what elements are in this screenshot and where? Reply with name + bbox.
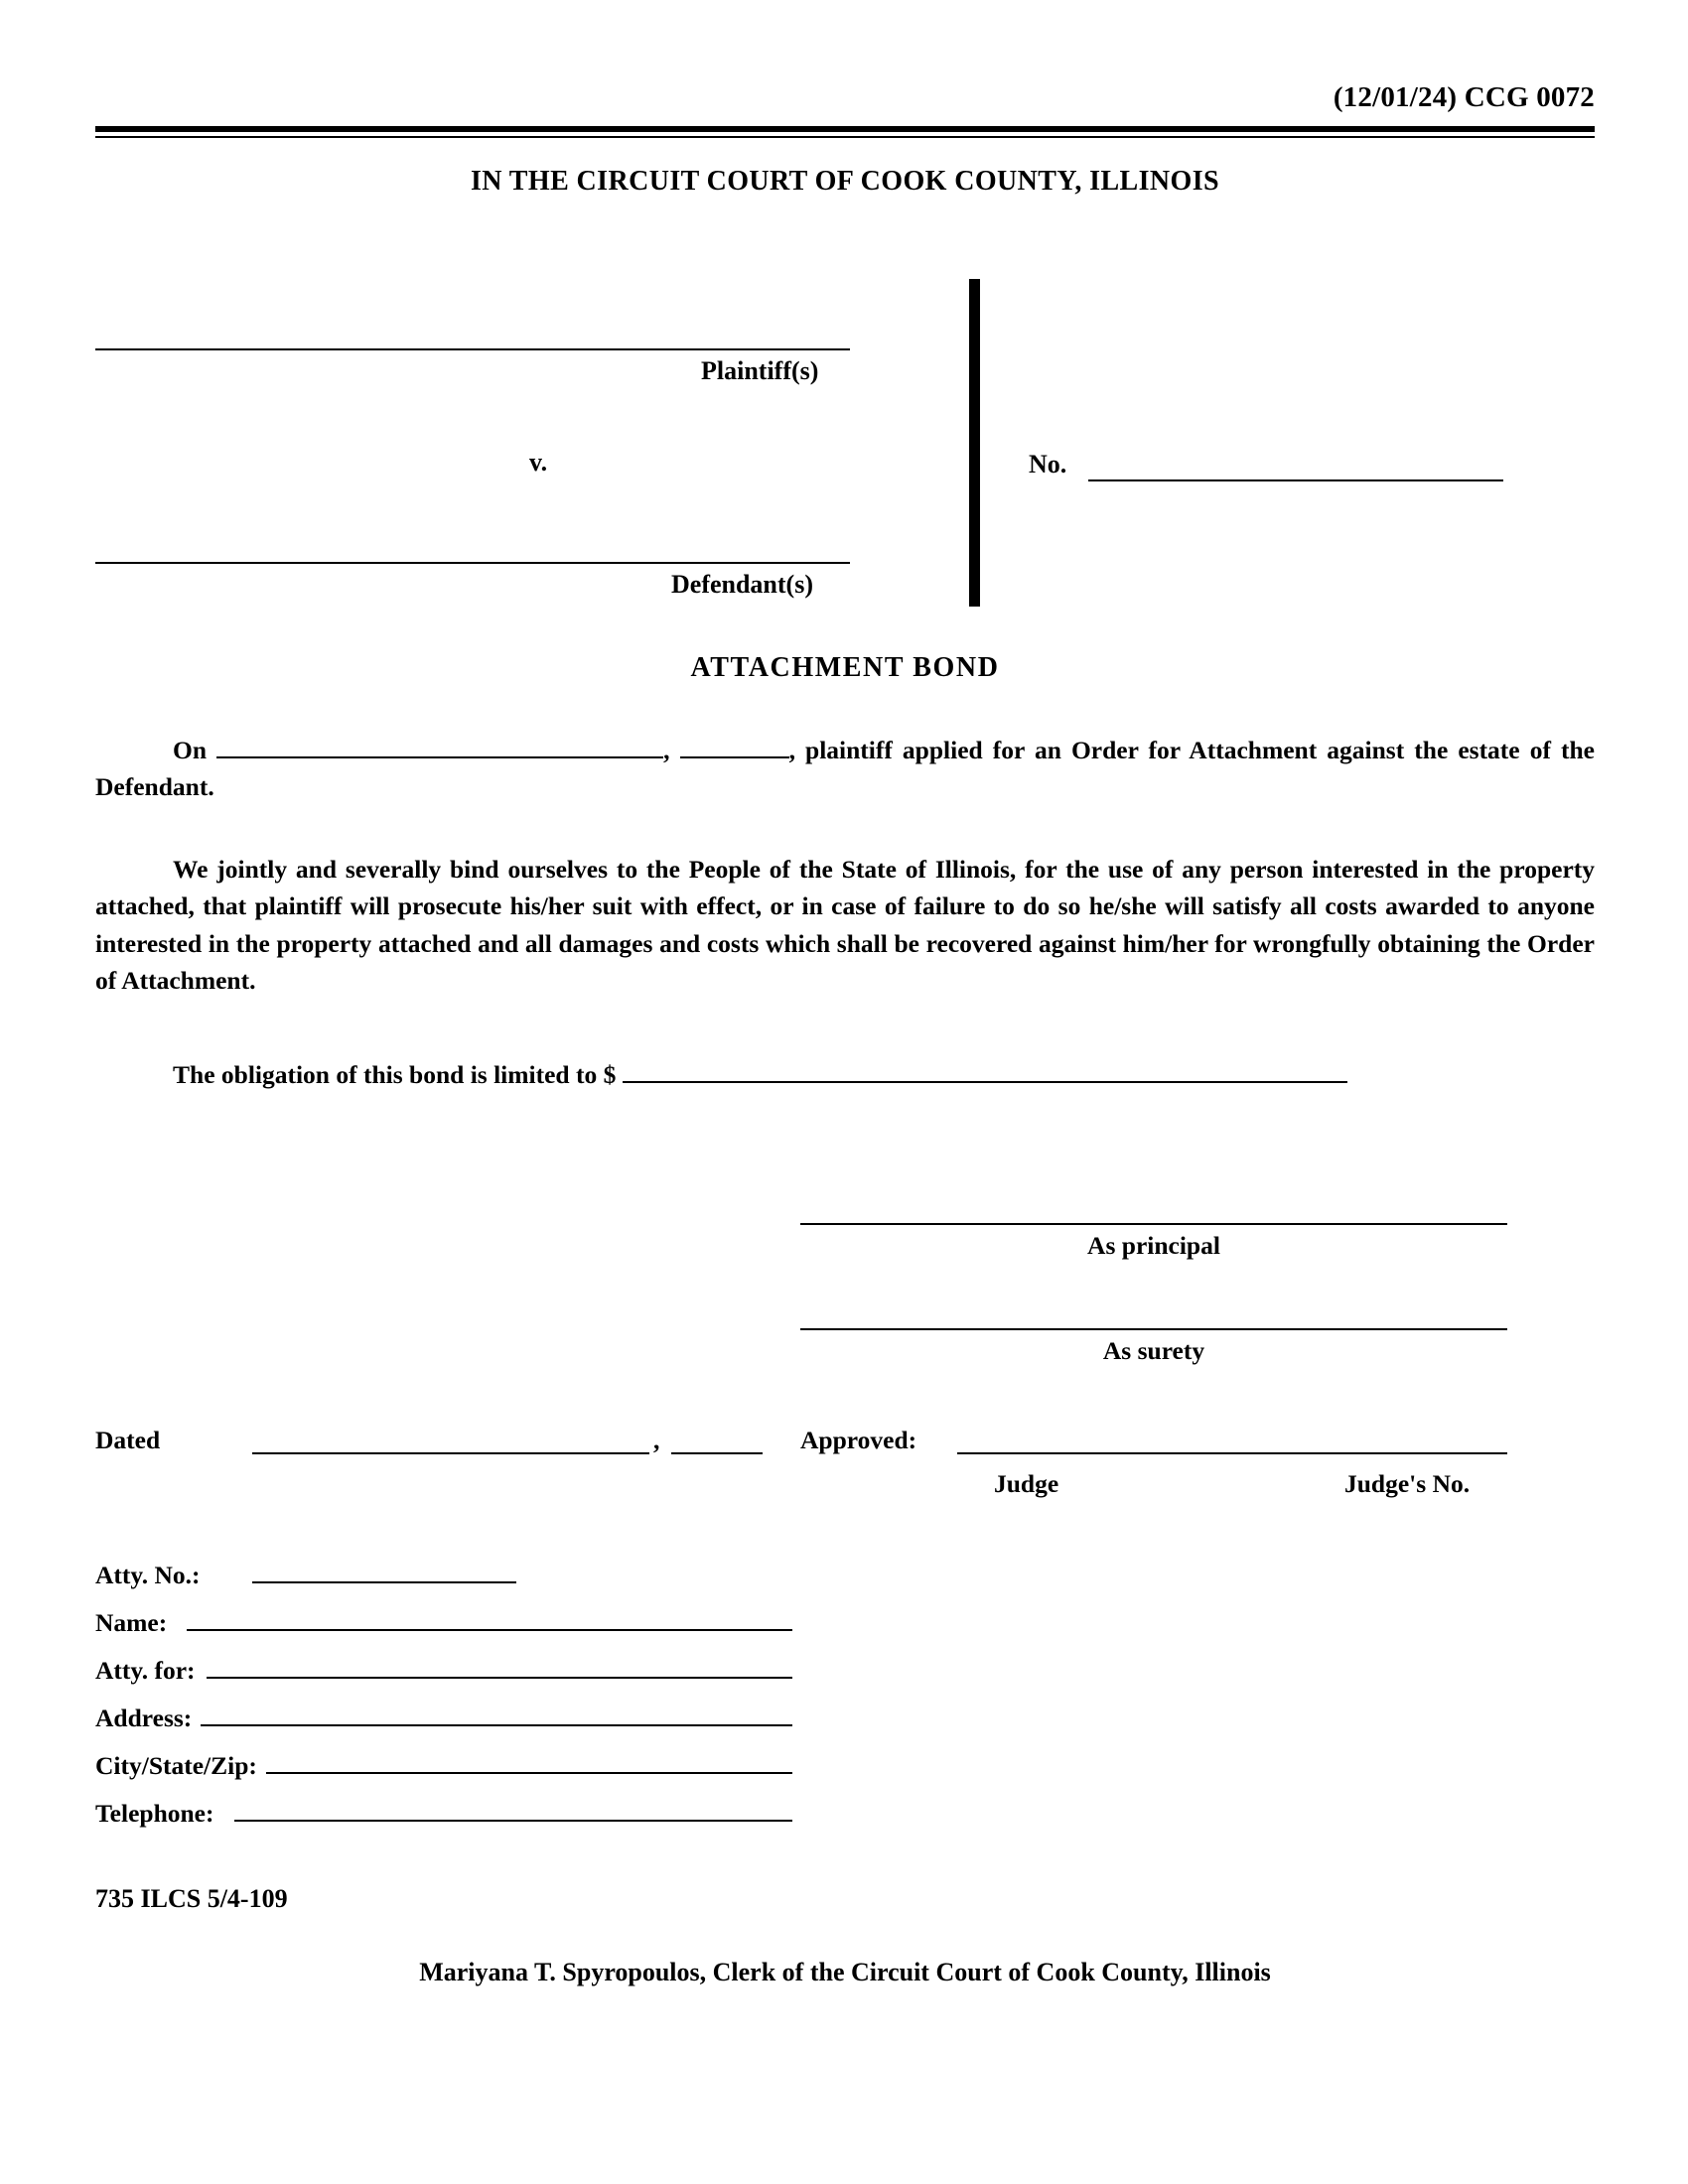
bond-limit-line [95, 1054, 1595, 1090]
attorney-row [95, 1555, 1595, 1602]
atty-name-label: Name: [95, 1607, 168, 1637]
paragraph-application [95, 730, 1595, 805]
atty-citystatezip-label: City/State/Zip: [95, 1750, 257, 1780]
defendant-label: Defendant(s) [671, 570, 813, 599]
form-code: (12/01/24) CCG 0072 [1333, 81, 1595, 113]
paragraph-obligation [95, 851, 1595, 999]
caption-divider-bar [969, 279, 980, 607]
attorney-row [95, 1650, 1595, 1698]
paragraph-1-mid: , [663, 735, 670, 764]
atty-name-blank[interactable] [187, 1602, 792, 1631]
judge-signature-blank[interactable] [957, 1426, 1507, 1454]
judge-number-label: Judge's No. [1344, 1468, 1471, 1498]
paragraph-2-text: We jointly and severally bind ourselves to the People of the State of Illinois, for the use of any person interested in the property attached, that plaintiff will prosecute his/her suit with effect, or in case of failure to do so he/she will satisfy all costs awarded to anyone interested in the property attached and all damages and costs which shall be recovered against him/her for wrongfully obtaining the Order of Attachment. [95, 855, 1595, 995]
dated-year-blank[interactable] [671, 1426, 763, 1454]
approved-label: Approved: [800, 1425, 917, 1454]
bond-limit-amount-blank[interactable] [623, 1054, 1347, 1083]
case-number-blank[interactable] [1088, 479, 1503, 481]
dated-label: Dated [95, 1425, 161, 1454]
attorney-info-block [95, 1555, 1595, 1841]
clerk-footer: Mariyana T. Spyropoulos, Clerk of the Circuit Court of Cook County, Illinois [419, 1957, 1271, 1986]
attachment-year-blank[interactable] [680, 730, 789, 758]
paragraph-1-post: , plaintiff applied for an Order for Attachment against the estate of the Defendant. [95, 735, 1595, 801]
plaintiff-name-blank[interactable] [95, 348, 850, 350]
court-title: IN THE CIRCUIT COURT OF COOK COUNTY, ILLINOIS [471, 166, 1219, 197]
attorney-row [95, 1698, 1595, 1745]
surety-signature-blank[interactable] [800, 1328, 1507, 1330]
dated-comma: , [653, 1425, 660, 1454]
document-title: ATTACHMENT BOND [690, 652, 1000, 683]
atty-no-label: Atty. No.: [95, 1560, 201, 1589]
defendant-name-blank[interactable] [95, 562, 850, 564]
atty-for-label: Atty. for: [95, 1655, 196, 1685]
attorney-row [95, 1745, 1595, 1793]
atty-for-blank[interactable] [207, 1650, 792, 1679]
versus-label: v. [529, 448, 548, 477]
atty-citystatezip-blank[interactable] [266, 1745, 792, 1774]
atty-address-blank[interactable] [201, 1698, 792, 1726]
atty-no-blank[interactable] [252, 1555, 516, 1583]
case-number-label: No. [1029, 450, 1067, 478]
dated-date-blank[interactable] [252, 1426, 649, 1454]
attorney-row [95, 1793, 1595, 1841]
page-content [95, 0, 1595, 2184]
dated-approved-row [95, 1426, 1595, 1521]
plaintiff-label: Plaintiff(s) [701, 356, 819, 385]
attorney-row [95, 1602, 1595, 1650]
atty-telephone-blank[interactable] [234, 1793, 792, 1822]
paragraph-1-pre: On [173, 735, 208, 764]
judge-label: Judge [994, 1468, 1059, 1498]
header-rule-thin [95, 136, 1595, 138]
attachment-date-blank[interactable] [216, 730, 663, 758]
statute-citation: 735 ILCS 5/4-109 [95, 1883, 288, 1913]
surety-label: As surety [1102, 1335, 1205, 1365]
principal-label: As principal [1087, 1230, 1220, 1260]
atty-telephone-label: Telephone: [95, 1798, 214, 1828]
principal-signature-blank[interactable] [800, 1223, 1507, 1225]
case-caption [95, 279, 1595, 636]
signature-block [95, 1181, 1595, 1380]
bond-limit-label: The obligation of this bond is limited to $ [173, 1059, 617, 1089]
atty-address-label: Address: [95, 1703, 193, 1732]
header-rule-thick [95, 126, 1595, 132]
